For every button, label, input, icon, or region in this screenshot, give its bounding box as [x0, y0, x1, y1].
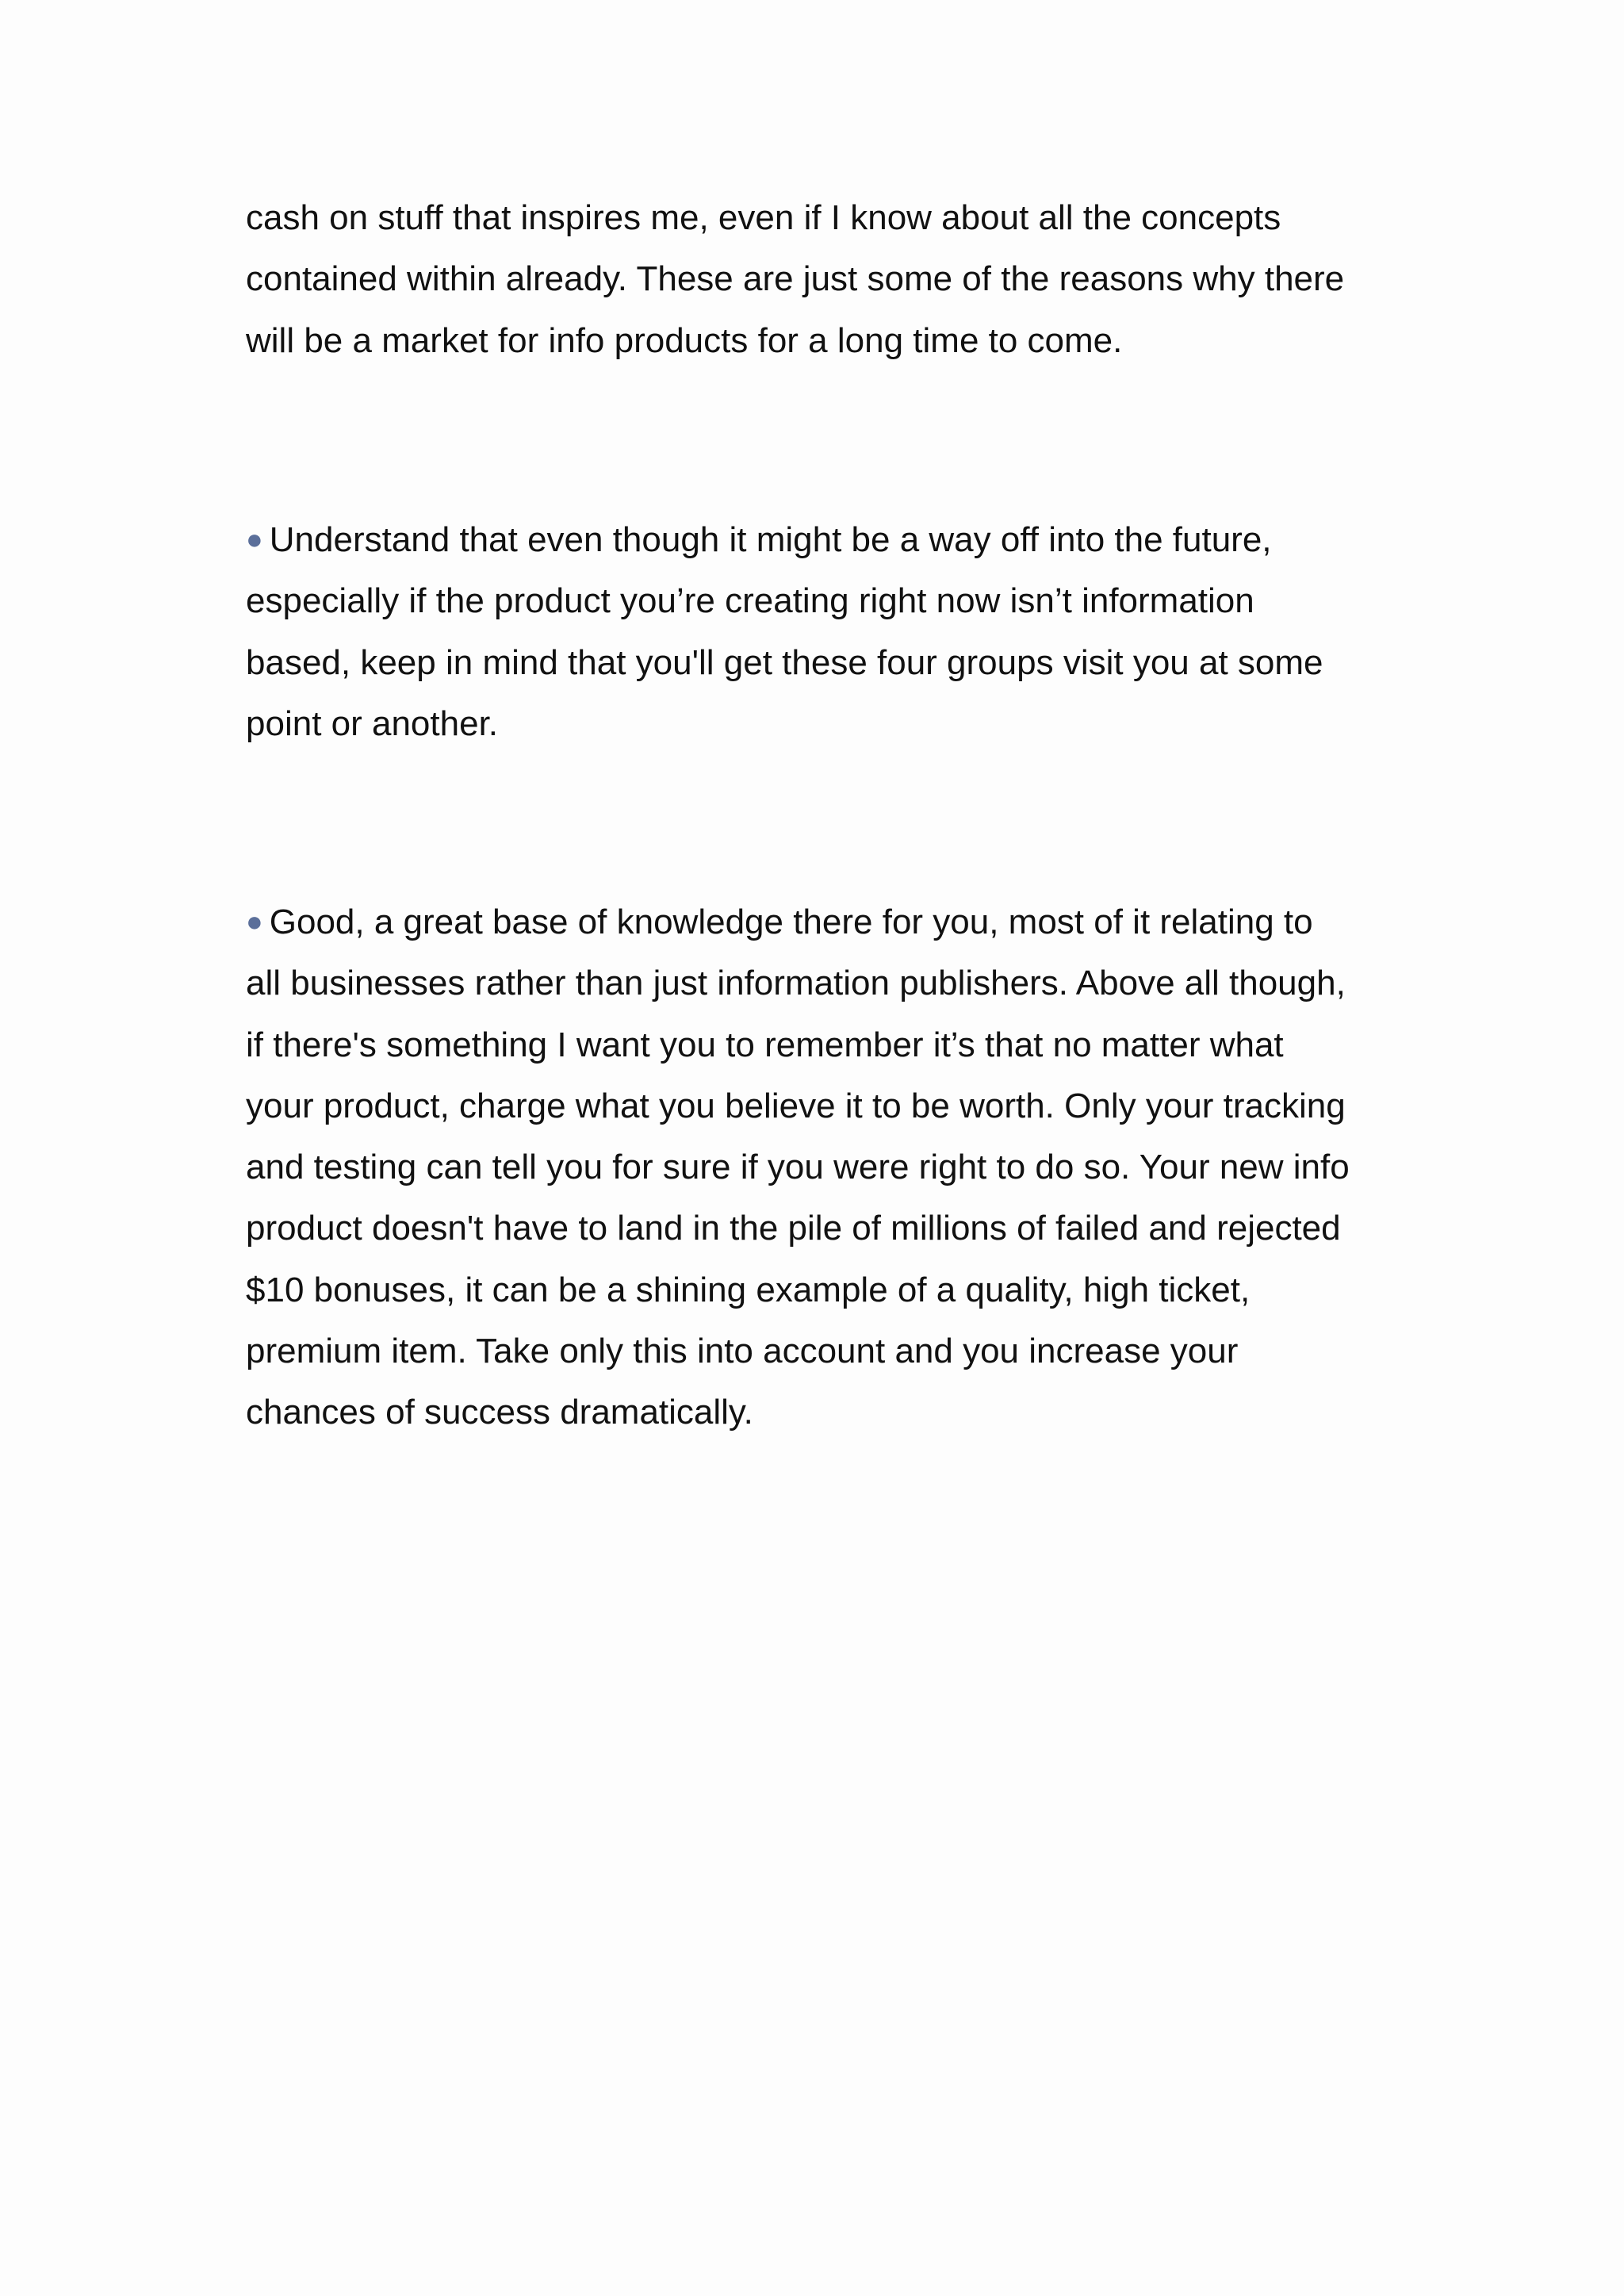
text-line: contained within already. These are just some of the reasons why there: [246, 259, 1345, 299]
text-line: will be a market for info products for a long time to come.: [246, 320, 1123, 360]
bullet-paragraph-understand: [246, 509, 1396, 754]
bullet-paragraph-good: [246, 891, 1396, 1443]
text-line: premium item. Take only this into account and you increase your: [246, 1332, 1239, 1371]
paragraph-intro: [246, 187, 1396, 371]
text-line: all businesses rather than just information publishers. Above all though,: [246, 964, 1346, 1003]
text-line: cash on stuff that inspires me, even if I know about all the concepts: [246, 198, 1281, 237]
text-line-content: Good, a great base of knowledge there for you, most of it relating to: [269, 903, 1313, 941]
text-line: your product, charge what you believe it to be worth. Only your tracking: [246, 1086, 1346, 1125]
text-line-content: Understand that even though it might be a way off into the future,: [269, 520, 1272, 559]
bullet-dot-icon: ●: [246, 523, 263, 555]
text-line: chances of success dramatically.: [246, 1393, 753, 1432]
text-line: $10 bonuses, it can be a shining example of a quality, high ticket,: [246, 1270, 1251, 1309]
text-line: [246, 509, 1396, 570]
text-line: point or another.: [246, 703, 499, 743]
text-line: if there's something I want you to remember it’s that no matter what: [246, 1025, 1284, 1064]
text-line: and testing can tell you for sure if you were right to do so. Your new info: [246, 1148, 1350, 1187]
text-line: [246, 891, 1396, 953]
text-line: especially if the product you’re creating right now isn’t information: [246, 581, 1254, 621]
text-line: based, keep in mind that you'll get these four groups visit you at some: [246, 642, 1323, 682]
bullet-dot-icon: ●: [246, 905, 263, 937]
text-line: product doesn't have to land in the pile of millions of failed and rejected: [246, 1209, 1341, 1248]
